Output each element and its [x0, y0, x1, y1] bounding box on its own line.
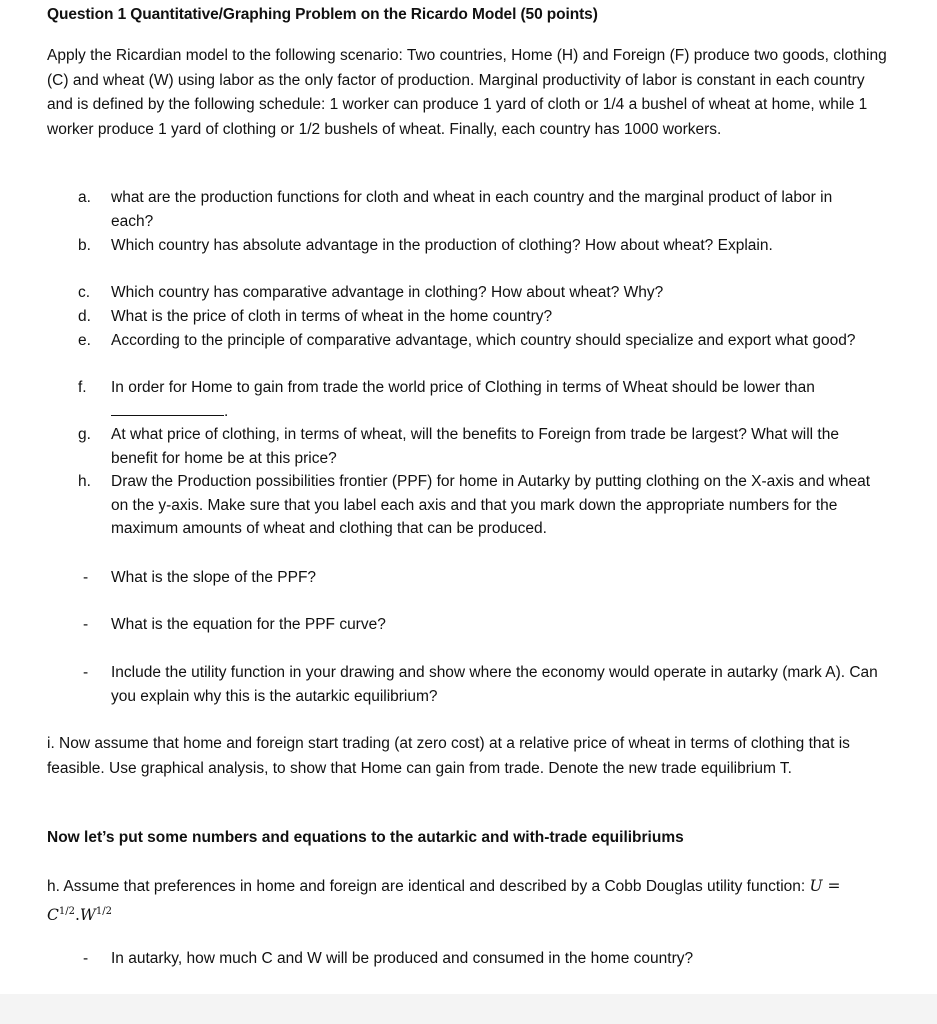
- item-text: what are the production functions for cloth and wheat in each country and the marginal product of labor in each?: [111, 189, 833, 230]
- dash-marker: -: [83, 950, 89, 967]
- intro-paragraph: Apply the Ricardian model to the following scenario: Two countries, Home (H) and Foreign (F) produce two goods, clothing (C) and wheat (W) using labor as the only factor of production. Marginal productivity of labor is constant in each country and is defined by the following schedule: 1 worker can produce 1 yard of cloth or 1/4 a bushel of wheat at home, while 1 worker produce 1 yard of clothing or 1/2 bushels of wheat. Finally, each country has 1000 workers.: [47, 47, 887, 138]
- dash-item-equation: What is the equation for the PPF curve?: [111, 616, 386, 633]
- wheat-exponent: 1/2: [95, 905, 112, 917]
- numbers-heading: Now let’s put some numbers and equations to the autarkic and with-trade equilibriums: [47, 829, 684, 846]
- item-text: What is the price of cloth in terms of wheat in the home country?: [111, 308, 553, 325]
- dash-marker: -: [83, 569, 89, 586]
- item-text: Draw the Production possibilities frontier (PPF) for home in Autarky by putting clothing on the X-axis and wheat on the y-axis. Make sure that you label each axis and that you mark down the appropriate numbers for the maximum amounts of wheat and clothing that can be produced.: [111, 473, 871, 537]
- dash-item-autarky-quantities: In autarky, how much C and W will be produced and consumed in the home country?: [111, 950, 694, 967]
- item-text: According to the principle of comparative advantage, which country should specialize and export what good?: [111, 332, 856, 349]
- item-text: Which country has absolute advantage in the production of clothing? How about wheat? Explain.: [111, 237, 773, 254]
- dash-marker: -: [83, 664, 89, 681]
- answer-blank[interactable]: [111, 400, 224, 416]
- item-text: At what price of clothing, in terms of wheat, will the benefits to Foreign from trade be largest? What will the benefit for home be at this price?: [111, 426, 839, 467]
- part-h2-text: h. Assume that preferences in home and foreign are identical and described by a Cobb Douglas utility function:: [47, 878, 806, 895]
- item-text: [111, 376, 876, 423]
- equals-sign: =: [822, 877, 841, 895]
- item-label: c.: [78, 284, 91, 301]
- item-label: b.: [78, 237, 91, 254]
- clothing-exponent: 1/2: [58, 905, 75, 917]
- utility-symbol: U: [809, 877, 823, 895]
- bottom-strip: [0, 994, 937, 1024]
- product-dot: .: [74, 905, 80, 924]
- item-label: f.: [78, 379, 87, 396]
- dash-item-utility: Include the utility function in your drawing and show where the economy would operate in autarky (mark A). Can you explain why this is the autarkic equilibrium?: [111, 664, 878, 705]
- part-i-paragraph: i. Now assume that home and foreign start trading (at zero cost) at a relative price of wheat in terms of clothing that is feasible. Use graphical analysis, to show that Home can gain from trade. Denote the new trade equilibrium T.: [47, 735, 850, 777]
- part-h2-paragraph: [47, 874, 887, 928]
- item-label: a.: [78, 189, 91, 206]
- wheat-symbol: W: [79, 905, 96, 924]
- item-label: h.: [78, 473, 91, 490]
- item-text-before: In order for Home to gain from trade the world price of Clothing in terms of Wheat should be lower than: [111, 379, 815, 396]
- item-text-after: .: [224, 402, 229, 420]
- dash-marker: -: [83, 616, 89, 633]
- item-label: d.: [78, 308, 91, 325]
- clothing-symbol: C: [47, 905, 59, 924]
- item-text: Which country has comparative advantage in clothing? How about wheat? Why?: [111, 284, 664, 301]
- item-label: e.: [78, 332, 91, 349]
- dash-item-slope: What is the slope of the PPF?: [111, 569, 317, 586]
- item-label: g.: [78, 426, 91, 443]
- question-title: Question 1 Quantitative/Graphing Problem on the Ricardo Model (50 points): [47, 6, 598, 23]
